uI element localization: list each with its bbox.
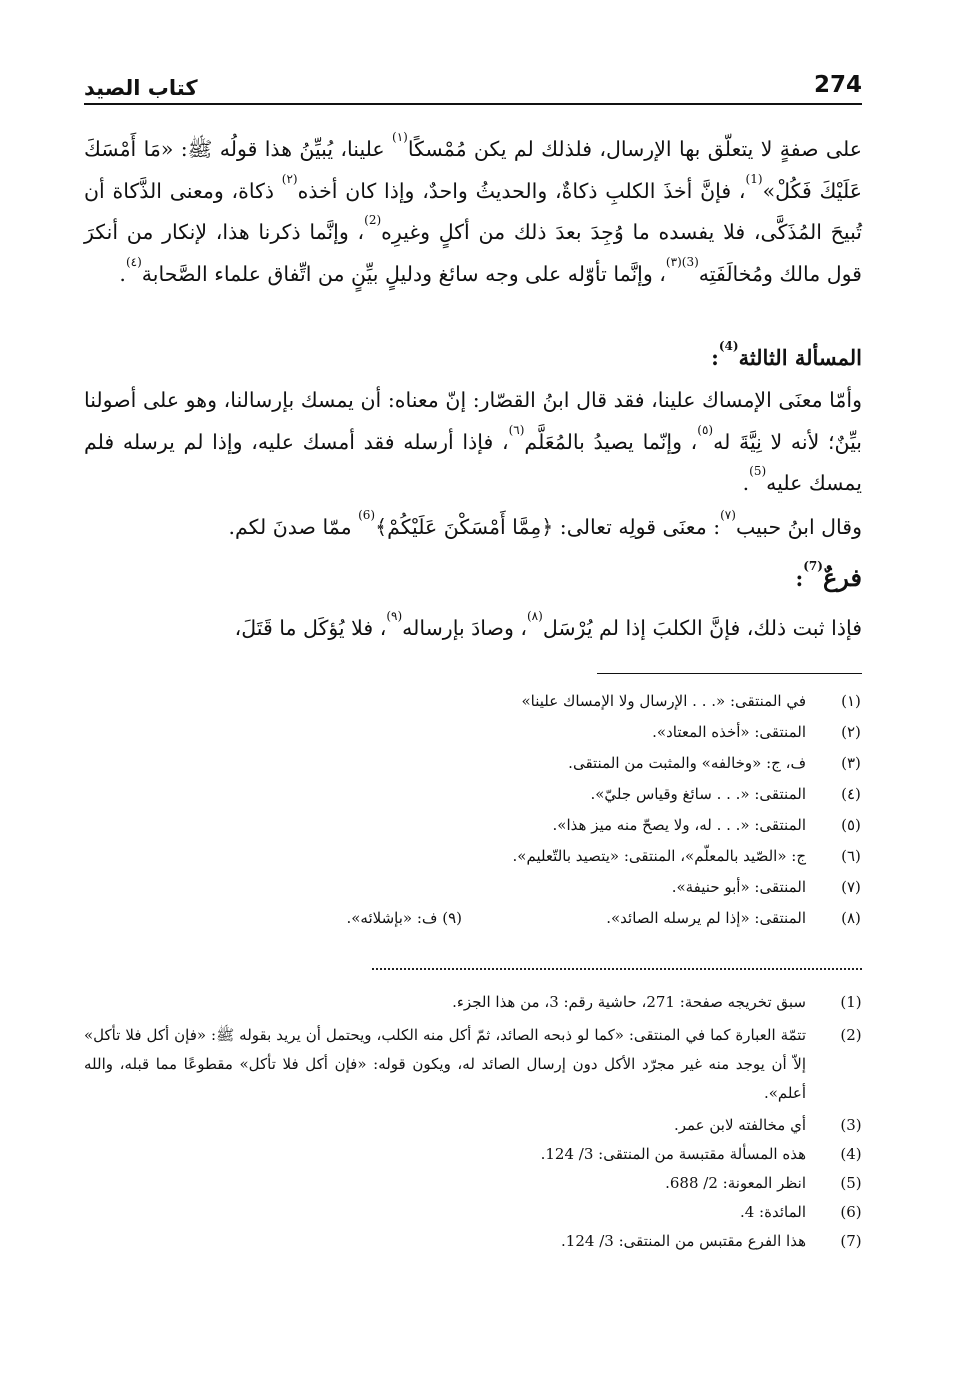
running-header bbox=[84, 72, 862, 104]
footnote-ref: (٨) bbox=[526, 609, 543, 623]
list-item bbox=[84, 1198, 868, 1227]
footnote-ref: (5) bbox=[749, 464, 767, 478]
list-item bbox=[84, 872, 868, 903]
text-run: . bbox=[119, 261, 126, 286]
note-number: (1) bbox=[840, 993, 862, 1011]
footnote-separator bbox=[597, 673, 862, 674]
note-number: (2) bbox=[840, 1026, 862, 1044]
note-text: سبق تخريجه صفحة: 271، حاشية رقم: 3، من هذا الجزء. bbox=[452, 993, 806, 1011]
note-number: (7) bbox=[840, 1232, 862, 1250]
list-item bbox=[84, 1111, 868, 1140]
note-number: (١) bbox=[841, 692, 861, 710]
list-item bbox=[84, 1021, 868, 1108]
footnote-ref: (٥) bbox=[697, 422, 714, 437]
paragraph-1 bbox=[84, 129, 862, 295]
note-text: المنتقى: «. . . له، ولا يصحّ منه ميز هذا». bbox=[552, 816, 806, 834]
footnote-ref: (4) bbox=[718, 339, 739, 353]
list-item bbox=[84, 748, 868, 779]
text-run: ، فإذا أرسله فقد أمسك عليه، وإذا لم يرسله فلم يمسك عليه bbox=[84, 429, 862, 495]
note-number: (3) bbox=[840, 1116, 862, 1134]
list-item bbox=[84, 1227, 868, 1256]
text-run: ، وإنَّما تأوّله على وجه سائغ ودليلٍ بيِّنٍ من اتِّفاق علماء الصَّحابة bbox=[141, 261, 666, 286]
list-item bbox=[84, 903, 868, 934]
note-text: هذه المسألة مقتبسة من المنتقى: 3/ 124. bbox=[540, 1145, 806, 1163]
note-number: (٤) bbox=[841, 785, 861, 803]
text-run: ، وصادَ بإرساله bbox=[402, 616, 527, 640]
text-run: ، فإنَّ أخذَ الكلبِ ذكاةٌ، والحديثُ واحدٌ، وإذا كان أخذه bbox=[297, 178, 746, 203]
text-run: على صفةٍ لا يتعلّق بها الإرسال، فلذلك لم يكن مُمْسكًا bbox=[407, 137, 863, 161]
paragraph-4 bbox=[84, 608, 862, 650]
footnote-ref: (7) bbox=[803, 559, 823, 573]
note-number: (٨) bbox=[841, 909, 861, 927]
chapter-title: كتاب الصيد bbox=[84, 76, 198, 100]
text-run: علينا، يُبيِّنُ هذا قولُه ﷺ: «مَا أَمْسَكَ عَلَيْكَ فَكُلْ» bbox=[84, 137, 862, 203]
note-text: في المنتقى: «. . . الإرسال ولا الإمساك علينا» bbox=[521, 692, 806, 710]
note-text: هذا الفرع مقتبس من المنتقى: 3/ 124. bbox=[561, 1232, 806, 1250]
header-rule bbox=[84, 103, 862, 105]
heading-colon: : bbox=[795, 566, 804, 591]
footnote-ref: (٧) bbox=[720, 508, 736, 522]
list-item bbox=[84, 1140, 868, 1169]
footnote-ref: (٦) bbox=[508, 422, 525, 437]
note-text: ف، ج: «وخالفه» والمثبت من المنتقى. bbox=[568, 754, 806, 772]
text-run: ، وإنَّما ذكرنا هذا، لإنكار من أنكرَ قول مالك ومُخالَفَتِه bbox=[84, 220, 862, 286]
list-item bbox=[84, 841, 868, 872]
manuscript-notes bbox=[84, 686, 868, 934]
note-text: المائدة: 4. bbox=[739, 1203, 806, 1221]
section-heading-third-issue bbox=[84, 338, 862, 378]
text-run: ، فلا يُؤكَل ما قَتَلَ، bbox=[234, 616, 387, 640]
footnote-ref: (1) bbox=[745, 171, 763, 186]
note-number: (٧) bbox=[841, 878, 861, 896]
note-text: المنتقى: «إذا لم يرسله الصائد». bbox=[606, 909, 806, 927]
note-text: أي مخالفته لابن عمر. bbox=[673, 1116, 806, 1134]
footnote-ref: (١) bbox=[392, 130, 408, 144]
list-item bbox=[84, 779, 868, 810]
footnote-ref: (٢) bbox=[281, 171, 298, 186]
text-run: . bbox=[742, 471, 750, 495]
note-text: المنتقى: «أخذه المعتاد». bbox=[652, 723, 806, 741]
text-run: فإذا ثبت ذلك، فإنَّ الكلبَ إذا لم يُرْسَل bbox=[542, 616, 862, 640]
page-number: 274 bbox=[813, 72, 862, 98]
text-run: وأمّا معنَى الإمساك علينا، فقد قال ابنُ القصّار: إنّ معناه: أن يمسك بإرسالنا، وهو على أصولنا بيِّنٌ؛ لأنه لا نِيَّةَ له bbox=[84, 388, 862, 454]
footnote-ref: (2) bbox=[364, 213, 382, 227]
note-number: (٦) bbox=[841, 847, 861, 865]
editor-notes-separator bbox=[372, 968, 862, 970]
heading-text: المسألة الثالثة bbox=[738, 345, 862, 370]
list-item bbox=[84, 988, 868, 1017]
text-run: ، وإنّما يصيدُ بالمُعَلَّم bbox=[524, 429, 698, 454]
note-number: (4) bbox=[840, 1145, 862, 1163]
text-run: ممّا صدنَ لكم. bbox=[228, 515, 359, 539]
note-text: (٩) ف: «بإشلائه». bbox=[346, 909, 462, 927]
list-item bbox=[84, 717, 868, 748]
list-item bbox=[84, 810, 868, 841]
note-text: انظر المعونة: 2/ 688. bbox=[665, 1174, 806, 1192]
text-run: وقال ابنُ حبيب bbox=[735, 515, 862, 539]
heading-text: فرعٌ bbox=[822, 563, 862, 592]
note-number: (5) bbox=[840, 1174, 862, 1192]
editor-notes bbox=[84, 988, 868, 1256]
list-item bbox=[84, 1169, 868, 1198]
footnote-ref: (3)(٣) bbox=[665, 254, 699, 269]
note-number: (٢) bbox=[841, 723, 861, 741]
note-text: المنتقى: «. . . سائغ وقياس جليّ». bbox=[590, 785, 806, 803]
note-number: (٥) bbox=[841, 816, 861, 834]
list-item bbox=[84, 686, 868, 717]
text-run: : معنَى قولِه تعالى: ﴿مِمَّا أَمْسَكْنَ عَلَيْكُمْ﴾ bbox=[375, 515, 721, 539]
paragraph-3 bbox=[84, 507, 862, 549]
note-number: (6) bbox=[840, 1203, 862, 1221]
footnote-ref: (٩) bbox=[386, 609, 403, 623]
note-text: ج: «الصّيد بالمعلّم»، المنتقى: «يتصيد بالتّعليم». bbox=[512, 847, 806, 865]
footnote-ref: (6) bbox=[358, 508, 376, 522]
heading-colon: : bbox=[711, 345, 719, 370]
note-number: (٣) bbox=[841, 754, 861, 772]
text-run: ذكاة، ومعنى الذَّكاة أن تُبيحَ المُذَكَّى، فلا يفسده ما وُجِدَ بعدَ ذلك من أكلٍ وغيرِه bbox=[84, 178, 862, 244]
note-text: تتمّة العبارة كما في المنتقى: «كما لو ذبحه الصائد، ثمّ أكل منه الكلب، ويحتمل أن يريد بقوله ﷺ: «فإن أكل فلا تأكل» إلاّ أن يوجد منه غير مجرّد الأكل دون إرسال الصائد له، ويكون قوله: «فإن أكل فلا تأكل» مقطوعًا مما قبله، والله أعلم». bbox=[84, 1026, 806, 1102]
note-text: المنتقى: «أبو حنيفة». bbox=[671, 878, 806, 896]
subsection-heading bbox=[84, 558, 862, 599]
footnote-ref: (٤) bbox=[125, 254, 142, 269]
paragraph-2 bbox=[84, 380, 862, 505]
